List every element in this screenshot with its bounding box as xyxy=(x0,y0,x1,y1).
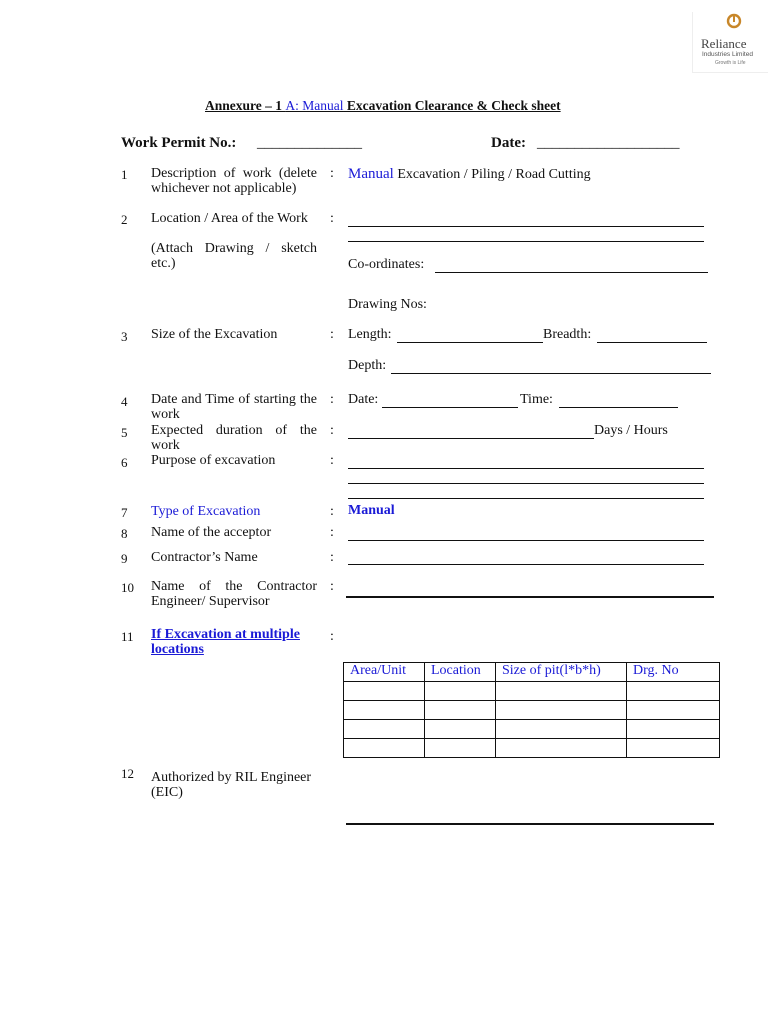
item-7-label: Type of Excavation xyxy=(151,504,261,519)
item-6-label: Purpose of excavation xyxy=(151,453,276,468)
purpose-line-2[interactable] xyxy=(348,483,704,484)
item-8-colon: : xyxy=(330,525,334,540)
table-cell[interactable] xyxy=(344,701,425,720)
depth-label: Depth: xyxy=(348,358,387,373)
start-time-line[interactable] xyxy=(559,407,678,408)
table-cell[interactable] xyxy=(627,720,720,739)
table-header-row xyxy=(344,663,720,682)
item-10-number: 10 xyxy=(121,580,134,595)
table-cell[interactable] xyxy=(496,701,627,720)
item-9-colon: : xyxy=(330,550,334,565)
item-4-colon: : xyxy=(330,392,334,407)
item-1-label: Description of work (delete whichever not applicable) xyxy=(151,166,317,196)
item-4-label: Date and Time of starting the work xyxy=(151,392,317,422)
item-2-number: 2 xyxy=(121,212,128,227)
purpose-line-1[interactable] xyxy=(348,468,704,469)
coordinates-line[interactable] xyxy=(435,272,708,273)
table-cell[interactable] xyxy=(344,720,425,739)
table-row xyxy=(344,701,720,720)
logo-name: Reliance xyxy=(701,36,747,51)
locations-table xyxy=(343,662,720,758)
item-5-label: Expected duration of the work xyxy=(151,423,317,453)
table-cell[interactable] xyxy=(425,720,496,739)
item-11-colon: : xyxy=(330,629,334,644)
item-9-label: Contractor’s Name xyxy=(151,550,258,565)
title-highlight: A: Manual xyxy=(285,98,344,113)
length-label: Length: xyxy=(348,327,392,342)
item-1-value xyxy=(348,166,591,183)
permit-label: Work Permit No.: xyxy=(121,135,237,151)
reliance-logo xyxy=(692,12,768,73)
date-blank[interactable]: ___________________ xyxy=(537,135,680,151)
location-line-2[interactable] xyxy=(348,241,704,242)
item-10-colon: : xyxy=(330,579,334,594)
table-cell[interactable] xyxy=(496,682,627,701)
start-date-label: Date: xyxy=(348,392,379,407)
duration-line[interactable] xyxy=(348,438,594,439)
title-suffix: Excavation Clearance & Check sheet xyxy=(343,98,561,113)
table-cell[interactable] xyxy=(496,739,627,758)
length-line[interactable] xyxy=(397,342,543,343)
logo-subtitle: Industries Limited xyxy=(702,51,753,58)
table-header-location: Location xyxy=(425,663,496,682)
table-cell[interactable] xyxy=(425,701,496,720)
item-10-label: Name of the Contractor Engineer/ Supervisor xyxy=(151,579,317,609)
eic-signature-line[interactable] xyxy=(346,823,714,825)
item-2-label-note: (Attach Drawing / sketch etc.) xyxy=(151,241,317,271)
item-12-label: Authorized by RIL Engineer (EIC) xyxy=(151,770,312,800)
table-cell[interactable] xyxy=(344,682,425,701)
table-header-pit-size: Size of pit(l*b*h) xyxy=(496,663,627,682)
table-cell[interactable] xyxy=(425,682,496,701)
reliance-logo-icon xyxy=(726,12,742,30)
table-header-area-unit: Area/Unit xyxy=(344,663,425,682)
item-9-number: 9 xyxy=(121,551,128,566)
duration-unit: Days / Hours xyxy=(594,423,668,438)
item-3-colon: : xyxy=(330,327,334,342)
item-11-number: 11 xyxy=(121,629,134,644)
table-cell[interactable] xyxy=(496,720,627,739)
purpose-line-3[interactable] xyxy=(348,498,704,499)
contractor-name-line[interactable] xyxy=(348,564,704,565)
start-time-label: Time: xyxy=(520,392,553,407)
item-8-number: 8 xyxy=(121,526,128,541)
item-2-colon: : xyxy=(330,211,334,226)
item-3-number: 3 xyxy=(121,329,128,344)
item-7-number: 7 xyxy=(121,505,128,520)
item-7-colon: : xyxy=(330,504,334,519)
contractor-engineer-line[interactable] xyxy=(346,596,714,598)
item-4-number: 4 xyxy=(121,394,128,409)
item-11-label[interactable]: If Excavation at multiple locations xyxy=(151,627,300,657)
table-cell[interactable] xyxy=(627,682,720,701)
item-2-label: Location / Area of the Work xyxy=(151,211,308,226)
item-5-colon: : xyxy=(330,423,334,438)
item-3-label: Size of the Excavation xyxy=(151,327,278,342)
drawing-nos-label: Drawing Nos: xyxy=(348,297,427,312)
item-6-colon: : xyxy=(330,453,334,468)
breadth-line[interactable] xyxy=(597,342,707,343)
breadth-label: Breadth: xyxy=(543,327,592,342)
item-8-label: Name of the acceptor xyxy=(151,525,272,540)
start-date-line[interactable] xyxy=(382,407,518,408)
table-cell[interactable] xyxy=(425,739,496,758)
table-row xyxy=(344,682,720,701)
item-6-number: 6 xyxy=(121,455,128,470)
acceptor-line[interactable] xyxy=(348,540,704,541)
location-line-1[interactable] xyxy=(348,226,704,227)
table-cell[interactable] xyxy=(627,701,720,720)
item-1-value-text: Excavation / Piling / Road Cutting xyxy=(393,167,591,182)
date-label: Date: xyxy=(491,135,526,151)
coordinates-label: Co-ordinates: xyxy=(348,257,425,272)
item-1-colon: : xyxy=(330,166,334,181)
permit-blank[interactable]: ______________ xyxy=(257,135,362,151)
table-row xyxy=(344,739,720,758)
table-header-drg-no: Drg. No xyxy=(627,663,720,682)
table-cell[interactable] xyxy=(344,739,425,758)
item-12-number: 12 xyxy=(121,766,134,781)
table-cell[interactable] xyxy=(627,739,720,758)
depth-line[interactable] xyxy=(391,373,711,374)
item-1-number: 1 xyxy=(121,167,128,182)
title-prefix: Annexure – 1 xyxy=(205,98,286,113)
item-5-number: 5 xyxy=(121,425,128,440)
table-row xyxy=(344,720,720,739)
logo-tagline: Growth is Life xyxy=(715,60,746,66)
excavation-type-value: Manual xyxy=(348,503,395,518)
item-1-value-highlight: Manual xyxy=(348,166,394,182)
document-title xyxy=(205,98,561,114)
